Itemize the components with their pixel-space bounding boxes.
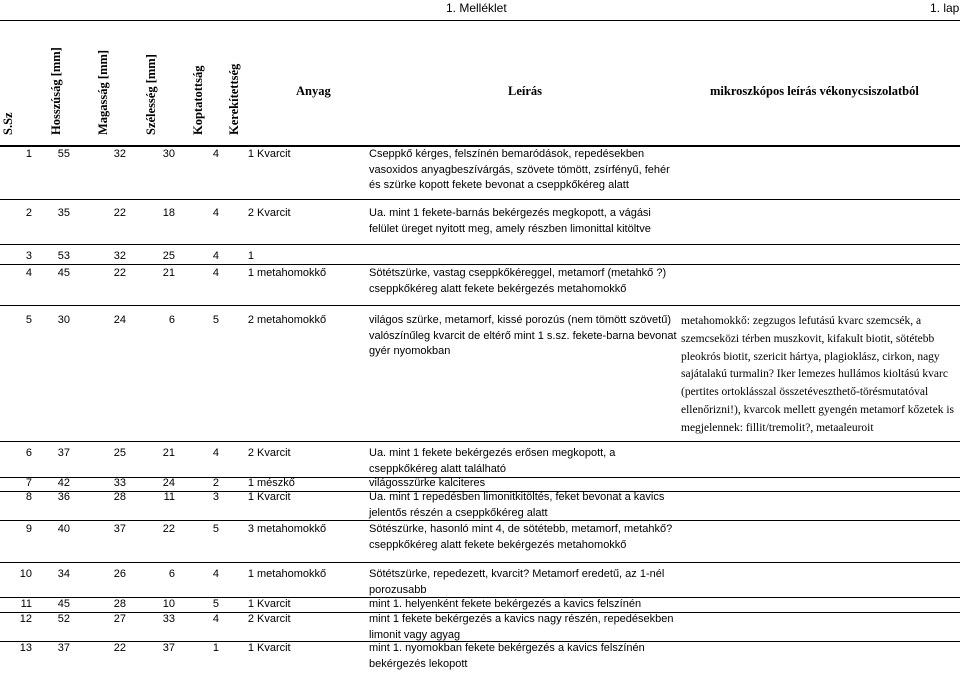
cell-magassag: 28 [113, 598, 126, 610]
cell-kerekitettseg: 1 [247, 642, 254, 654]
cell-anyag: metahomokkő [257, 314, 327, 326]
cell-hosszusag: 36 [57, 491, 70, 503]
cell-leiras: mint 1. helyenként fekete bekérgezés a kavics felszínén [369, 598, 642, 610]
cell-szelesseg: 25 [162, 250, 175, 262]
cell-ssz: 6 [25, 447, 32, 459]
column-header-magassag: Magasság [mm] [96, 49, 110, 135]
cell-hosszusag: 45 [57, 598, 70, 610]
cell-kerekitettseg: 2 [247, 613, 254, 625]
cell-koptatottsag: 4 [212, 267, 219, 279]
cell-hosszusag: 37 [57, 447, 70, 459]
cell-hosszusag: 53 [57, 250, 70, 262]
row-divider [0, 199, 960, 200]
cell-hosszusag: 42 [57, 477, 70, 489]
cell-koptatottsag: 1 [212, 642, 219, 654]
cell-magassag: 32 [113, 250, 126, 262]
cell-koptatottsag: 5 [212, 523, 219, 535]
cell-kerekitettseg: 1 [247, 491, 254, 503]
page-header-right: 1. lap [930, 1, 960, 15]
cell-anyag: Kvarcit [257, 447, 291, 459]
cell-leiras: világosszürke kalciteres [369, 477, 486, 489]
column-header-kerekitettseg: Kerekítettség [227, 63, 241, 135]
page-header [0, 0, 960, 20]
cell-szelesseg: 24 [162, 477, 175, 489]
cell-anyag: Kvarcit [257, 491, 291, 503]
row-divider [0, 244, 960, 245]
cell-szelesseg: 11 [163, 491, 175, 503]
column-header-leiras: Leírás [508, 84, 543, 98]
cell-leiras: Sötészürke, hasonló mint 4, de sötétebb, metamorf, metahkő? cseppkőkéreg alatt fekete bekérgezés metahomokkő [369, 523, 673, 551]
cell-koptatottsag: 4 [212, 447, 219, 459]
row-divider [0, 305, 960, 306]
cell-szelesseg: 37 [162, 642, 175, 654]
cell-koptatottsag: 5 [212, 314, 219, 326]
cell-kerekitettseg: 3 [247, 523, 254, 535]
cell-szelesseg: 21 [162, 447, 175, 459]
cell-kerekitettseg: 1 [247, 250, 254, 262]
cell-leiras: Ua. mint 1 fekete-barnás bekérgezés megkopott, a vágási felület üreget nyitott meg, amely részben limonittal kitöltve [369, 207, 651, 235]
cell-magassag: 28 [113, 491, 126, 503]
cell-szelesseg: 30 [162, 148, 175, 160]
cell-hosszusag: 30 [57, 314, 70, 326]
cell-anyag: metahomokkő [257, 568, 327, 580]
cell-koptatottsag: 3 [212, 491, 219, 503]
cell-hosszusag: 40 [57, 523, 70, 535]
cell-hosszusag: 35 [57, 207, 70, 219]
cell-magassag: 33 [113, 477, 126, 489]
cell-anyag: Kvarcit [257, 207, 291, 219]
cell-kerekitettseg: 2 [247, 207, 254, 219]
cell-leiras: Sötétszürke, repedezett, kvarcit? Metamorf eredetű, az 1-nél porozusabb [369, 568, 665, 596]
column-header-mikro: mikroszkópos leírás vékonycsiszolatból [710, 84, 919, 98]
cell-koptatottsag: 4 [212, 613, 219, 625]
cell-szelesseg: 21 [162, 267, 175, 279]
cell-koptatottsag: 4 [212, 148, 219, 160]
cell-ssz: 12 [19, 613, 32, 625]
cell-magassag: 37 [113, 523, 126, 535]
cell-kerekitettseg: 1 [247, 267, 254, 279]
cell-anyag: Kvarcit [257, 148, 291, 160]
cell-leiras: mint 1. nyomokban fekete bekérgezés a kavics felszínén bekérgezés lekopott [369, 642, 645, 670]
cell-kerekitettseg: 2 [247, 447, 254, 459]
cell-anyag: Kvarcit [257, 642, 291, 654]
row-divider [0, 520, 960, 521]
cell-magassag: 24 [113, 314, 126, 326]
cell-kerekitettseg: 1 [247, 477, 254, 489]
cell-leiras: Ua. mint 1 repedésben limonitkitöltés, feket bevonat a kavics jelentős részén a cseppkőkéreg alatt [369, 491, 665, 519]
cell-magassag: 22 [113, 267, 126, 279]
cell-kerekitettseg: 1 [247, 598, 254, 610]
cell-koptatottsag: 4 [212, 207, 219, 219]
cell-leiras: világos szürke, metamorf, kissé porozús (nem tömött szövetű) valószínűleg kvarcit de eltérő mint 1 s.sz. fekete-barna bevonat gyér nyomokban [369, 314, 677, 357]
cell-ssz: 10 [19, 568, 32, 580]
cell-magassag: 22 [113, 207, 126, 219]
cell-szelesseg: 33 [162, 613, 175, 625]
cell-anyag: mészkő [257, 477, 295, 489]
cell-hosszusag: 45 [57, 267, 70, 279]
cell-ssz: 1 [25, 148, 32, 160]
cell-ssz: 9 [25, 523, 32, 535]
cell-hosszusag: 34 [57, 568, 70, 580]
cell-magassag: 25 [113, 447, 126, 459]
cell-anyag: metahomokkő [257, 267, 327, 279]
cell-szelesseg: 6 [168, 314, 175, 326]
cell-ssz: 2 [25, 207, 32, 219]
cell-ssz: 13 [19, 642, 32, 654]
cell-ssz: 5 [25, 314, 32, 326]
cell-mikro: metahomokkő: zegzugos lefutású kvarc szemcsék, a szemcseközi térben muszkovit, kifakult biotit, sötétebb pleokrós biotit, szericit hártya, plagioklász, cirkon, nagy sajátalakú turmalin? Iker lemezes hullámos kioltású kvarc (pertites ortoklásszal összetéveszthető-törésmutatóval ellenőrizni!), kvarcok mellett gyengén metamorf kőzetek is megjelennek: fillit/tremolit?, metaaleuroit [681, 315, 955, 434]
cell-magassag: 32 [113, 148, 126, 160]
column-header-koptatottsag: Koptatottság [191, 65, 205, 135]
cell-hosszusag: 52 [57, 613, 70, 625]
cell-szelesseg: 6 [168, 568, 175, 580]
cell-leiras: Cseppkő kérges, felszínén bemaródások, repedésekben vasoxidos anyagbeszívárgás, szövete tömött, zsírfényű, fehér és szürke kopott fekete bevonat a cseppkőkéreg alatt [369, 148, 670, 191]
column-header-hosszusag: Hosszúság [mm] [49, 47, 63, 135]
cell-ssz: 4 [25, 267, 32, 279]
header-divider [0, 20, 960, 21]
cell-magassag: 26 [113, 568, 126, 580]
row-divider [0, 264, 960, 265]
cell-ssz: 3 [25, 250, 32, 262]
cell-koptatottsag: 4 [212, 568, 219, 580]
row-divider [0, 562, 960, 563]
cell-ssz: 7 [25, 477, 32, 489]
cell-magassag: 27 [113, 613, 126, 625]
cell-kerekitettseg: 1 [247, 148, 254, 160]
cell-koptatottsag: 5 [212, 598, 219, 610]
cell-leiras: mint 1 fekete bekérgezés a kavics nagy részén, repedésekben limonit vagy agyag [369, 613, 674, 641]
cell-szelesseg: 22 [162, 523, 175, 535]
cell-szelesseg: 18 [162, 207, 175, 219]
page-header-left: 1. Melléklet [446, 1, 507, 15]
cell-hosszusag: 55 [57, 148, 70, 160]
cell-koptatottsag: 2 [212, 477, 219, 489]
column-header-anyag: Anyag [296, 84, 331, 98]
cell-kerekitettseg: 1 [247, 568, 254, 580]
cell-magassag: 22 [113, 642, 126, 654]
cell-kerekitettseg: 2 [247, 314, 254, 326]
cell-anyag: metahomokkő [257, 523, 327, 535]
cell-anyag: Kvarcit [257, 613, 291, 625]
column-header-ssz: S.Sz [1, 112, 15, 135]
cell-ssz: 8 [25, 491, 32, 503]
cell-leiras: Ua. mint 1 fekete bekérgezés erősen megkopott, a cseppkőkéreg alatt található [369, 447, 616, 475]
cell-anyag: Kvarcit [257, 598, 291, 610]
row-divider [0, 441, 960, 442]
cell-leiras: Sötétszürke, vastag cseppkőkéreggel, metamorf (metahkő ?) cseppkőkéreg alatt fekete bekérgezés metahomokkő [369, 267, 667, 295]
cell-szelesseg: 10 [162, 598, 175, 610]
cell-koptatottsag: 4 [212, 250, 219, 262]
cell-ssz: 11 [20, 598, 32, 610]
column-header-szelesseg: Szélesség [mm] [144, 54, 158, 135]
cell-hosszusag: 37 [57, 642, 70, 654]
